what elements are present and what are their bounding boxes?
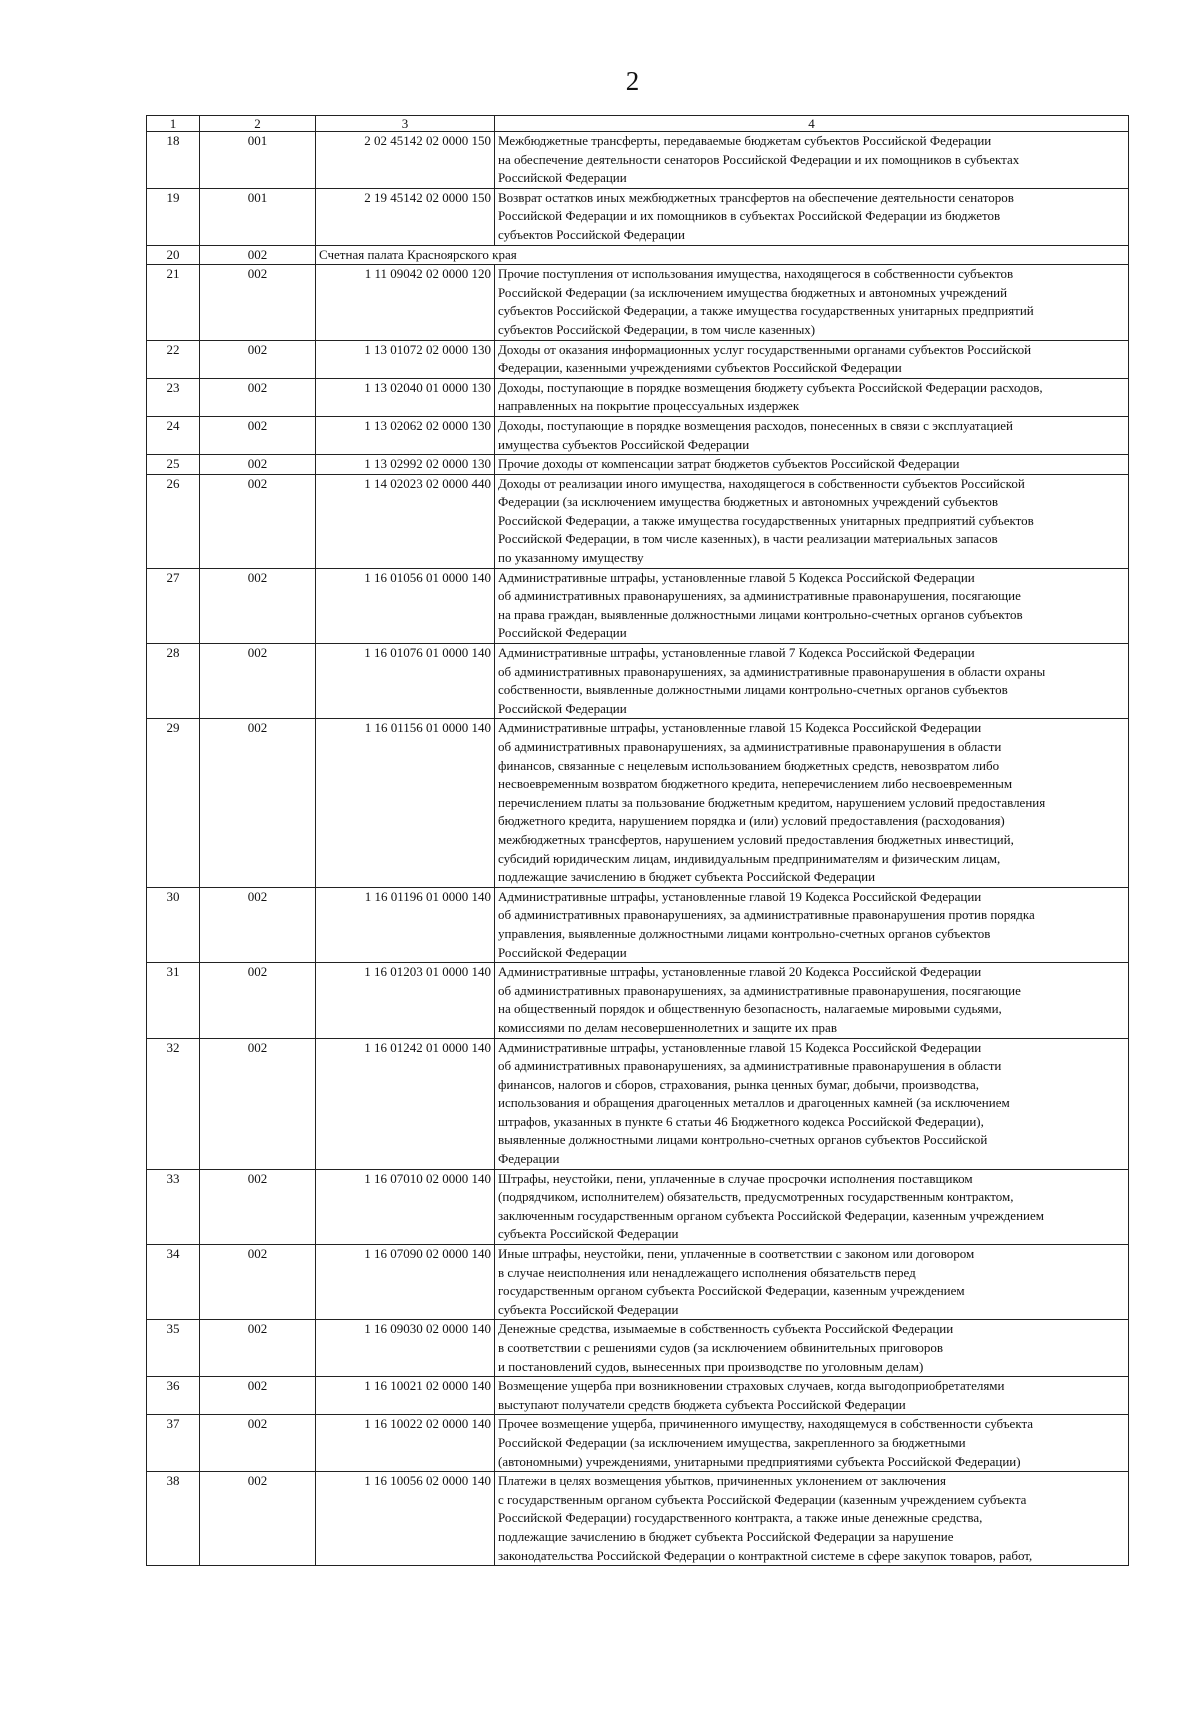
revenue-description xyxy=(495,474,1129,568)
description-line: заключенным государственным органом субъекта Российской Федерации, казенным учреждением xyxy=(498,1207,1044,1223)
table-body xyxy=(147,132,1129,1566)
description-line: в соответствии с решениями судов (за исключением обвинительных приговоров xyxy=(498,1340,944,1355)
description-line: Доходы от реализации иного имущества, находящегося в собственности субъектов Российской xyxy=(498,475,1025,491)
description-line: Российской Федерации xyxy=(498,700,627,716)
row-number: 23 xyxy=(147,378,200,416)
admin-code: 002 xyxy=(200,1472,316,1566)
row-number: 38 xyxy=(147,1472,200,1566)
description-line: об административных правонарушениях, за административные правонарушения против порядка xyxy=(498,907,1035,923)
admin-code: 002 xyxy=(200,644,316,719)
admin-code: 002 xyxy=(200,1245,316,1320)
row-number: 20 xyxy=(147,245,200,265)
revenue-description xyxy=(495,963,1129,1038)
table-row xyxy=(147,132,1129,189)
description-line: субъектов Российской Федерации, а также имущества государственных унитарных предприятий xyxy=(498,303,1034,319)
description-line: имущества субъектов Российской Федерации xyxy=(498,436,750,452)
revenue-description xyxy=(495,719,1129,887)
table-row xyxy=(147,568,1129,643)
revenue-description xyxy=(495,644,1129,719)
revenue-description xyxy=(495,1472,1129,1566)
budget-classification-code: 1 16 07010 02 0000 140 xyxy=(316,1169,495,1244)
description-line: перечислением платы за пользование бюджетным кредитом, нарушением условий предоставления xyxy=(498,794,1046,810)
description-line: Доходы, поступающие в порядке возмещения бюджету субъекта Российской Федерации расходов, xyxy=(498,379,1043,395)
description-line: Российской Федерации xyxy=(498,170,627,186)
admin-code: 002 xyxy=(200,474,316,568)
row-number: 28 xyxy=(147,644,200,719)
table-row xyxy=(147,1245,1129,1320)
admin-code: 002 xyxy=(200,1038,316,1169)
description-line: Российской Федерации, в том числе казенных), в части реализации материальных запасов xyxy=(498,531,998,547)
budget-classification-code: 1 16 10021 02 0000 140 xyxy=(316,1377,495,1415)
row-number: 24 xyxy=(147,416,200,454)
table-row xyxy=(147,416,1129,454)
admin-code: 002 xyxy=(200,455,316,475)
description-line: на общественный порядок и общественную безопасность, налагаемые мировыми судьями, xyxy=(498,1001,1002,1017)
budget-classification-code: 1 16 01056 01 0000 140 xyxy=(316,568,495,643)
description-line: Административные штрафы, установленные главой 15 Кодекса Российской Федерации xyxy=(498,1039,982,1055)
description-line: финансов, связанные с нецелевым использованием бюджетных средств, невозвратом либо xyxy=(498,757,1000,773)
table-row xyxy=(147,1377,1129,1415)
admin-code: 002 xyxy=(200,1320,316,1377)
admin-code: 002 xyxy=(200,1169,316,1244)
admin-code: 002 xyxy=(200,1415,316,1472)
description-line: комиссиями по делам несовершеннолетних и защите их прав xyxy=(498,1019,837,1035)
admin-code: 002 xyxy=(200,340,316,378)
row-number: 22 xyxy=(147,340,200,378)
description-line: об административных правонарушениях, за административные правонарушения в области охраны xyxy=(498,663,1046,679)
admin-code: 002 xyxy=(200,378,316,416)
description-line: об административных правонарушениях, за административные правонарушения, посягающие xyxy=(498,588,1021,604)
description-line: государственным органом субъекта Российской Федерации, казенным учреждением xyxy=(498,1283,965,1299)
table-row xyxy=(147,1415,1129,1472)
description-line: Федерации, казенными учреждениями субъектов Российской Федерации xyxy=(498,360,902,376)
budget-classification-code: 1 16 07090 02 0000 140 xyxy=(316,1245,495,1320)
row-number: 30 xyxy=(147,887,200,962)
description-line: штрафов, указанных в пункте 6 статьи 46 Бюджетного кодекса Российской Федерации), xyxy=(498,1113,984,1129)
description-line: подлежащие зачислению в бюджет субъекта Российской Федерации за нарушение xyxy=(498,1528,954,1544)
row-number: 19 xyxy=(147,188,200,245)
budget-classification-code: 1 16 09030 02 0000 140 xyxy=(316,1320,495,1377)
description-line: субъектов Российской Федерации, в том числе казенных) xyxy=(498,321,816,337)
description-line: Прочие доходы от компенсации затрат бюджетов субъектов Российской Федерации xyxy=(498,456,960,472)
description-line: подлежащие зачислению в бюджет субъекта Российской Федерации xyxy=(498,869,876,885)
description-line: об административных правонарушениях, за административные правонарушения в области xyxy=(498,1058,1002,1074)
budget-classification-code: 1 13 02992 02 0000 130 xyxy=(316,455,495,475)
description-line: выступают получатели средств бюджета субъекта Российской Федерации xyxy=(498,1396,906,1412)
description-line: об административных правонарушениях, за административные правонарушения, посягающие xyxy=(498,982,1021,998)
budget-classification-code: 1 16 10022 02 0000 140 xyxy=(316,1415,495,1472)
table-row xyxy=(147,1169,1129,1244)
description-line: Иные штрафы, неустойки, пени, уплаченные в соответствии с законом или договором xyxy=(498,1246,975,1262)
description-line: Денежные средства, изымаемые в собственность субъекта Российской Федерации xyxy=(498,1321,954,1337)
description-line: Возврат остатков иных межбюджетных трансфертов на обеспечение деятельности сенаторов xyxy=(498,189,1014,205)
row-number: 35 xyxy=(147,1320,200,1377)
revenue-description xyxy=(495,1038,1129,1169)
row-number: 31 xyxy=(147,963,200,1038)
header-row xyxy=(147,116,1129,132)
budget-classification-code: 1 11 09042 02 0000 120 xyxy=(316,265,495,340)
admin-code: 002 xyxy=(200,416,316,454)
description-line: управления, выявленные должностными лицами контрольно-счетных органов субъектов xyxy=(498,925,991,941)
revenue-description xyxy=(495,1320,1129,1377)
revenue-codes-table xyxy=(146,115,1129,1566)
budget-classification-code: 2 19 45142 02 0000 150 xyxy=(316,188,495,245)
revenue-description xyxy=(495,416,1129,454)
admin-code: 002 xyxy=(200,963,316,1038)
description-line: (автономными) учреждениями, унитарными предприятиями субъекта Российской Федерации) xyxy=(498,1453,1021,1469)
table-header xyxy=(147,116,1129,132)
column-header-3: 3 xyxy=(316,116,495,132)
admin-code: 002 xyxy=(200,719,316,887)
description-line: Платежи в целях возмещения убытков, причиненных уклонением от заключения xyxy=(498,1473,946,1489)
description-line: Административные штрафы, установленные главой 15 Кодекса Российской Федерации xyxy=(498,720,982,736)
revenue-description xyxy=(495,1377,1129,1415)
description-line: Административные штрафы, установленные главой 20 Кодекса Российской Федерации xyxy=(498,964,982,980)
description-line: законодательства Российской Федерации о контрактной системе в сфере закупок товаров, работ, xyxy=(498,1547,1033,1563)
budget-classification-code: 1 14 02023 02 0000 440 xyxy=(316,474,495,568)
table-row xyxy=(147,378,1129,416)
table-row xyxy=(147,1320,1129,1377)
row-number: 26 xyxy=(147,474,200,568)
description-line: финансов, налогов и сборов, страхования, рынка ценных бумаг, добычи, производства, xyxy=(498,1076,980,1092)
description-line: Доходы от оказания информационных услуг государственными органами субъектов Российской xyxy=(498,341,1032,357)
column-header-2: 2 xyxy=(200,116,316,132)
table-row xyxy=(147,887,1129,962)
budget-classification-code: 1 16 01076 01 0000 140 xyxy=(316,644,495,719)
row-number: 21 xyxy=(147,265,200,340)
description-line: выявленные должностными лицами контрольно-счетных органов субъектов Российской xyxy=(498,1132,988,1148)
description-line: Доходы, поступающие в порядке возмещения расходов, понесенных в связи с эксплуатацией xyxy=(498,417,1014,433)
budget-classification-code: 1 16 01242 01 0000 140 xyxy=(316,1038,495,1169)
row-number: 34 xyxy=(147,1245,200,1320)
revenue-description xyxy=(495,455,1129,475)
administrator-name xyxy=(316,245,1129,265)
column-header-1: 1 xyxy=(147,116,200,132)
description-line: Российской Федерации) государственного контракта, а также иные денежные средства, xyxy=(498,1510,983,1526)
budget-classification-code: 2 02 45142 02 0000 150 xyxy=(316,132,495,189)
page-number: 2 xyxy=(625,66,640,96)
admin-code: 002 xyxy=(200,265,316,340)
table-row xyxy=(147,1038,1129,1169)
description-line: по указанному имуществу xyxy=(498,550,644,566)
table-row xyxy=(147,188,1129,245)
revenue-description xyxy=(495,887,1129,962)
admin-code: 002 xyxy=(200,887,316,962)
admin-code: 002 xyxy=(200,568,316,643)
revenue-description xyxy=(495,1245,1129,1320)
revenue-description xyxy=(495,132,1129,189)
revenue-description xyxy=(495,188,1129,245)
description-line: Российской Федерации xyxy=(498,944,627,960)
description-line: направленных на покрытие процессуальных издержек xyxy=(498,398,800,414)
description-line: Прочее возмещение ущерба, причиненного имуществу, находящемуся в собственности субъекта xyxy=(498,1416,1034,1432)
table-row xyxy=(147,719,1129,887)
column-header-4: 4 xyxy=(495,116,1129,132)
description-line: собственности, выявленные должностными лицами контрольно-счетных органов субъектов xyxy=(498,682,1008,698)
row-number: 18 xyxy=(147,132,200,189)
description-line: субъектов Российской Федерации xyxy=(498,226,685,242)
revenue-description xyxy=(495,340,1129,378)
table-row xyxy=(147,245,1129,265)
description-line: Российской Федерации, а также имущества государственных унитарных предприятий субъектов xyxy=(498,512,1034,528)
budget-classification-code: 1 16 01196 01 0000 140 xyxy=(316,887,495,962)
budget-classification-code: 1 13 02040 01 0000 130 xyxy=(316,378,495,416)
row-number: 29 xyxy=(147,719,200,887)
budget-classification-code: 1 16 01203 01 0000 140 xyxy=(316,963,495,1038)
table-row xyxy=(147,963,1129,1038)
row-number: 36 xyxy=(147,1377,200,1415)
budget-classification-code: 1 16 10056 02 0000 140 xyxy=(316,1472,495,1566)
description-line: субъекта Российской Федерации xyxy=(498,1301,679,1317)
description-line: на обеспечение деятельности сенаторов Российской Федерации и их помощников в субъектах xyxy=(498,151,1020,167)
revenue-description xyxy=(495,1415,1129,1472)
description-line: Российской Федерации (за исключением имущества, закрепленного за бюджетными xyxy=(498,1434,966,1450)
budget-classification-code: 1 13 02062 02 0000 130 xyxy=(316,416,495,454)
description-line: субъекта Российской Федерации xyxy=(498,1226,679,1242)
row-number: 25 xyxy=(147,455,200,475)
table-row xyxy=(147,340,1129,378)
description-line: в случае неисполнения или ненадлежащего исполнения обязательств перед xyxy=(498,1264,916,1280)
description-line: на права граждан, выявленные должностными лицами контрольно-счетных органов субъектов xyxy=(498,606,1023,622)
description-line: Федерации (за исключением имущества бюджетных и автономных учреждений субъектов xyxy=(498,494,999,510)
description-line: Российской Федерации xyxy=(498,625,627,641)
description-line: Федерации xyxy=(498,1151,560,1167)
description-line: Штрафы, неустойки, пени, уплаченные в случае просрочки исполнения поставщиком xyxy=(498,1170,973,1186)
table-row xyxy=(147,455,1129,475)
description-line: Прочие поступления от использования имущества, находящегося в собственности субъектов xyxy=(498,266,1014,282)
description-line: межбюджетных трансфертов, нарушением условий предоставления бюджетных инвестиций, xyxy=(498,831,1014,847)
budget-classification-code: 1 16 01156 01 0000 140 xyxy=(316,719,495,887)
table-row xyxy=(147,1472,1129,1566)
admin-code: 001 xyxy=(200,188,316,245)
admin-code: 001 xyxy=(200,132,316,189)
description-line: и постановлений судов, вынесенных при производстве по уголовным делам) xyxy=(498,1358,924,1374)
description-line: Межбюджетные трансферты, передаваемые бюджетам субъектов Российской Федерации xyxy=(498,133,992,148)
row-number: 32 xyxy=(147,1038,200,1169)
table-row xyxy=(147,265,1129,340)
row-number: 33 xyxy=(147,1169,200,1244)
description-line: Возмещение ущерба при возникновении страховых случаев, когда выгодоприобретателями xyxy=(498,1378,1005,1394)
row-number: 27 xyxy=(147,568,200,643)
description-line: субсидий юридическим лицам, индивидуальным предпринимателям и физическим лицам, xyxy=(498,850,1001,866)
description-line: бюджетного кредита, нарушением порядка и (или) условий предоставления (расходования) xyxy=(498,813,1005,829)
description-line: несвоевременным возвратом бюджетного кредита, неперечислением либо несвоевременным xyxy=(498,776,1013,792)
description-line: использования и обращения драгоценных металлов и драгоценных камней (за исключением xyxy=(498,1095,1010,1111)
description-line: Российской Федерации (за исключением имущества бюджетных и автономных учреждений xyxy=(498,284,1008,300)
budget-classification-code: 1 13 01072 02 0000 130 xyxy=(316,340,495,378)
table-row xyxy=(147,644,1129,719)
revenue-description xyxy=(495,265,1129,340)
administrator-name-line: Счетная палата Красноярского края xyxy=(319,246,517,262)
description-line: Административные штрафы, установленные главой 7 Кодекса Российской Федерации xyxy=(498,645,975,661)
revenue-description xyxy=(495,1169,1129,1244)
admin-code: 002 xyxy=(200,245,316,265)
table-row xyxy=(147,474,1129,568)
description-line: Административные штрафы, установленные главой 19 Кодекса Российской Федерации xyxy=(498,888,982,904)
row-number: 37 xyxy=(147,1415,200,1472)
revenue-description xyxy=(495,568,1129,643)
description-line: с государственным органом субъекта Российской Федерации (казенным учреждением субъекта xyxy=(498,1491,1027,1507)
admin-code: 002 xyxy=(200,1377,316,1415)
description-line: об административных правонарушениях, за административные правонарушения в области xyxy=(498,739,1002,754)
description-line: Российской Федерации и их помощников в субъектах Российской Федерации из бюджетов xyxy=(498,208,1001,224)
description-line: (подрядчиком, исполнителем) обязательств, предусмотренных государственным контрактом, xyxy=(498,1189,1014,1205)
revenue-description xyxy=(495,378,1129,416)
description-line: Административные штрафы, установленные главой 5 Кодекса Российской Федерации xyxy=(498,569,975,585)
